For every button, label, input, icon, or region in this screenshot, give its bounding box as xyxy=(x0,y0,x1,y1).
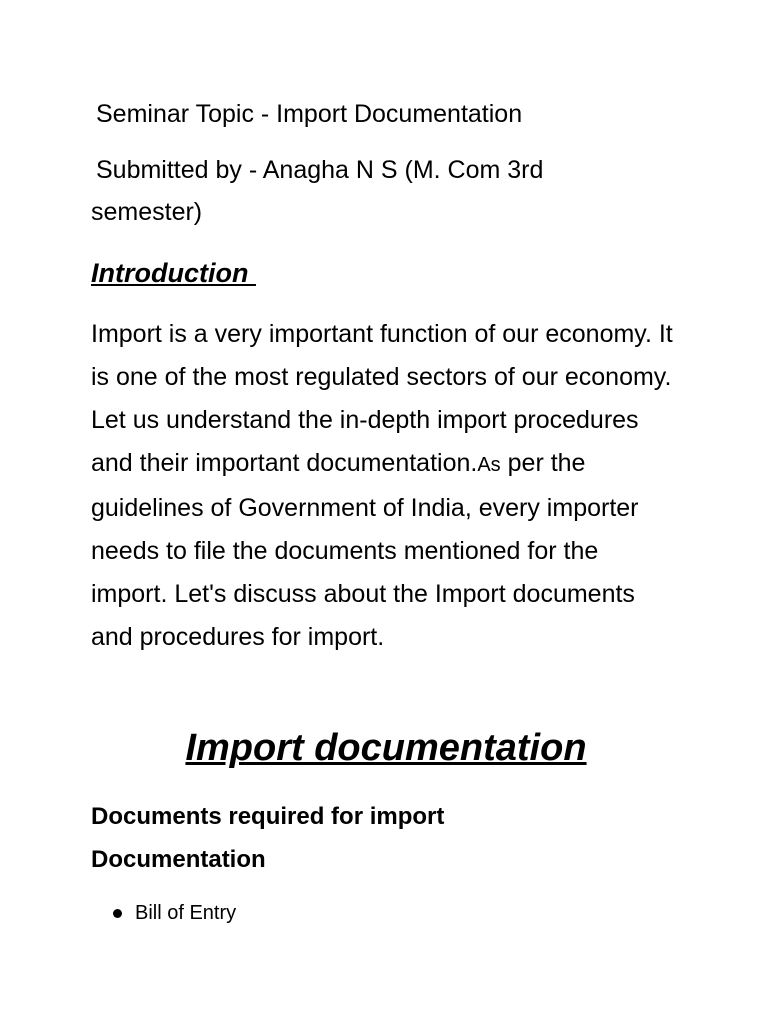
documents-required-heading: Documents required for import Documentation xyxy=(91,803,445,873)
import-documentation-heading: Import documentation xyxy=(185,727,587,769)
submitted-by: Submitted by - Anagha N S (M. Com 3rd semester) xyxy=(91,156,544,226)
documents-list xyxy=(113,897,236,929)
bullet-icon xyxy=(113,909,122,918)
introduction-heading: Introduction xyxy=(91,258,256,288)
introduction-text-part2: per the guidelines of Government of India, every importer needs to file the documents mentioned for the import. Let's discuss about the Import documents and procedures for import. xyxy=(91,449,639,651)
introduction-text-part1: Import is a very important function of our economy. It is one of the most regulated sectors of our economy. Let us understand the in-depth import procedures and their important documentation. xyxy=(91,320,673,477)
list-item xyxy=(113,897,236,929)
seminar-topic: Seminar Topic - Import Documentation xyxy=(96,100,523,128)
list-item-label: Bill of Entry xyxy=(135,902,237,924)
introduction-text-as: As xyxy=(477,454,501,476)
introduction-paragraph xyxy=(91,313,681,659)
